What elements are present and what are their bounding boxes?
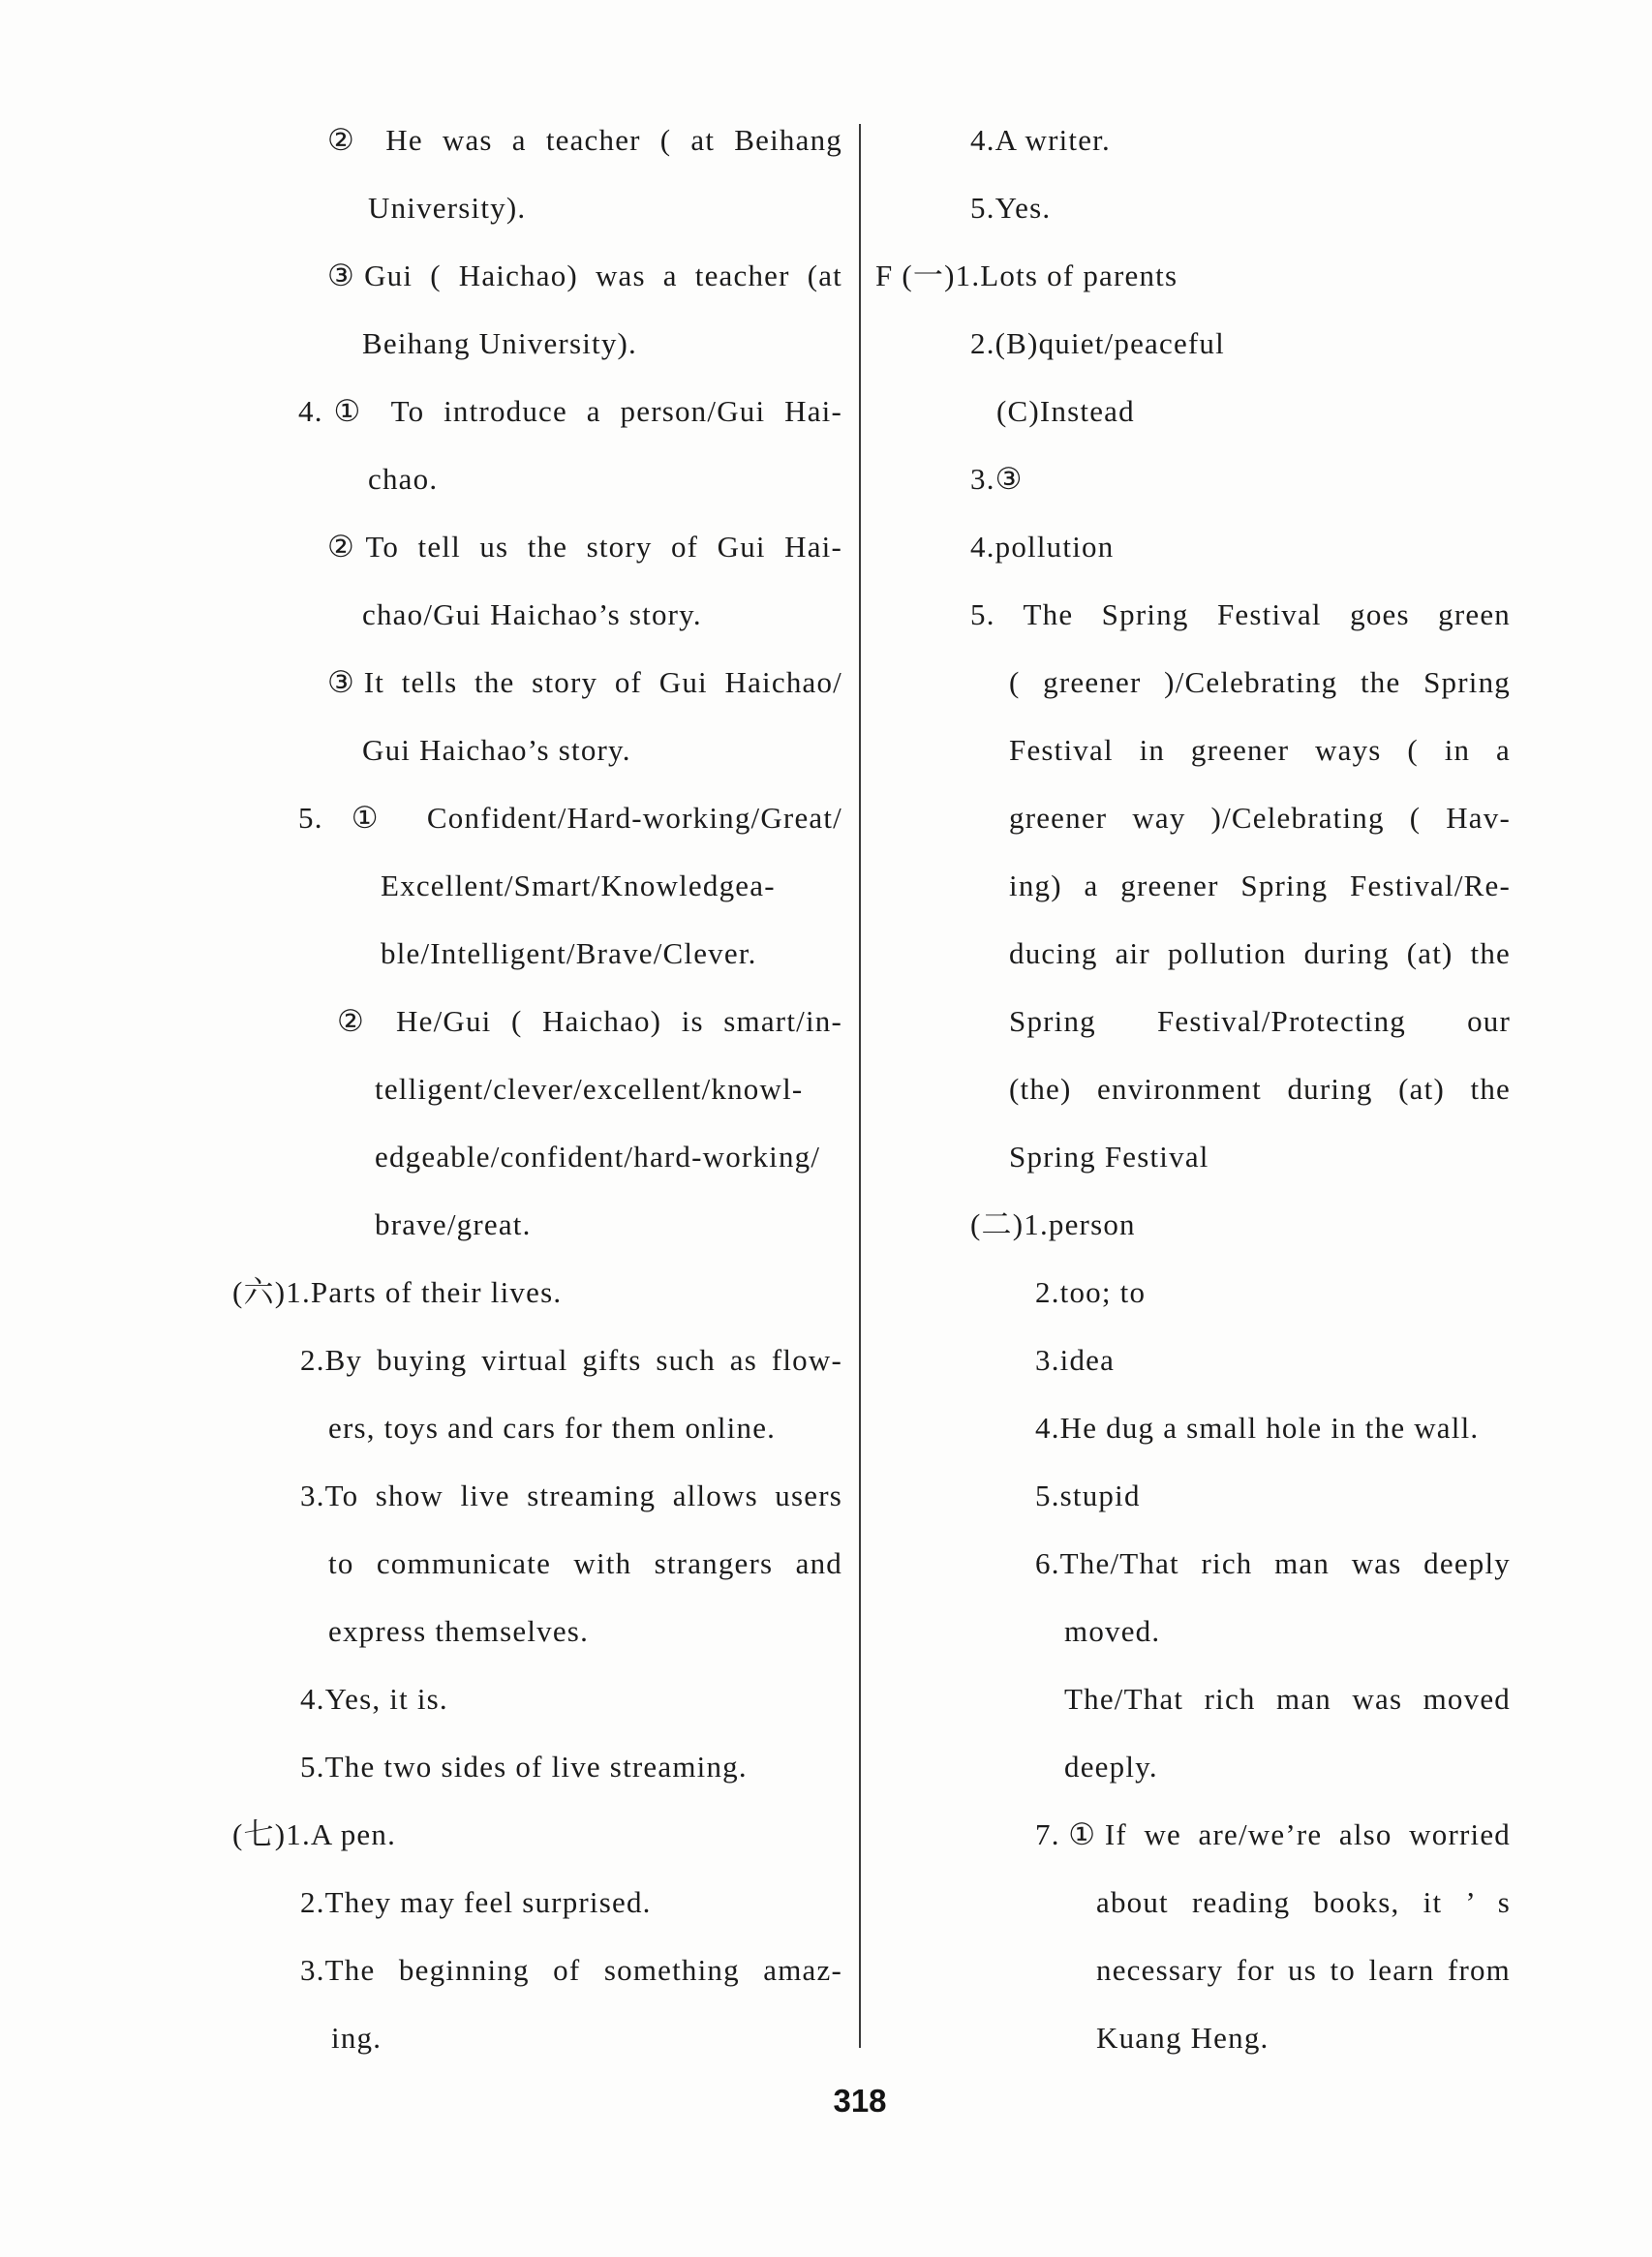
answer-line: telligent/clever/excellent/knowl- [375,1072,804,1106]
answer-line: Festival in greener ways ( in a [1009,733,1511,767]
answer-line: Spring Festival [1009,1140,1209,1174]
section-heading-line: F (一)1.Lots of parents [875,259,1178,292]
answer-line: ble/Intelligent/Brave/Clever. [381,936,757,970]
answer-line: 2.They may feel surprised. [300,1885,652,1919]
answer-line: Beihang University). [362,326,638,360]
answer-line: 5.stupid [1035,1479,1141,1512]
answer-line: ducing air pollution during (at) the [1009,936,1511,970]
answer-line: 5. ① Confident/Hard-working/Great/ [298,801,842,835]
answer-line: deeply. [1064,1750,1158,1784]
answer-line: 4.A writer. [970,123,1111,157]
answer-line: express themselves. [328,1614,590,1648]
answer-line: 5.Yes. [970,191,1052,225]
answer-line: (C)Instead [996,394,1135,428]
answer-line: Kuang Heng. [1096,2021,1270,2055]
page-number: 318 [833,2083,887,2119]
answer-line: brave/great. [375,1207,532,1241]
left-answer-column [232,107,842,2072]
answer-line: to communicate with strangers and [328,1546,842,1580]
right-answer-column [875,107,1511,2072]
answer-line: 3.idea [1035,1343,1116,1377]
answer-line: about reading books, it ’ s [1096,1885,1511,1919]
answer-line: ③Gui ( Haichao) was a teacher (at [327,259,842,292]
answer-line: ②To tell us the story of Gui Hai- [327,530,842,564]
answer-line: 4.① To introduce a person/Gui Hai- [298,394,842,428]
answer-line: ing. [331,2021,382,2055]
answer-line: 3.③ [970,462,1024,496]
answer-line: ② He/Gui ( Haichao) is smart/in- [337,1004,842,1038]
answer-line: 3.The beginning of something amaz- [300,1953,842,1987]
answer-line: necessary for us to learn from [1096,1953,1511,1987]
answer-line: greener way )/Celebrating ( Hav- [1009,801,1511,835]
answer-line: ing) a greener Spring Festival/Re- [1009,869,1511,902]
answer-line: 6.The/That rich man was deeply [1035,1546,1511,1580]
answer-line: edgeable/confident/hard-working/ [375,1140,821,1174]
answer-line: 2.(B)quiet/peaceful [970,326,1225,360]
answer-line: Gui Haichao’s story. [362,733,631,767]
answer-line: 7.①If we are/we’re also worried [1035,1817,1511,1851]
answer-line: Spring Festival/Protecting our [1009,1004,1511,1038]
answer-line: 4.pollution [970,530,1115,564]
answer-line: 2.By buying virtual gifts such as flow- [300,1343,842,1377]
answer-line: (the) environment during (at) the [1009,1072,1511,1106]
answer-line: 3.To show live streaming allows users [300,1479,842,1512]
answer-line: ② He was a teacher ( at Beihang [327,123,842,157]
answer-line: chao/Gui Haichao’s story. [362,597,702,631]
section-heading-line: (二)1.person [970,1207,1136,1241]
answer-line: ers, toys and cars for them online. [328,1411,777,1445]
answer-line: 5.The two sides of live streaming. [300,1750,748,1784]
section-heading-line: (七)1.A pen. [232,1817,397,1851]
answer-line: ( greener )/Celebrating the Spring [1009,665,1511,699]
answer-line: 2.too; to [1035,1275,1147,1309]
answer-line: University). [368,191,527,225]
answer-line: moved. [1064,1614,1161,1648]
answer-line: chao. [368,462,439,496]
answer-line: ③It tells the story of Gui Haichao/ [327,665,842,699]
column-divider [859,124,861,2048]
answer-line: 4.He dug a small hole in the wall. [1035,1411,1480,1445]
answer-line: Excellent/Smart/Knowledgea- [381,869,776,902]
answer-line: The/That rich man was moved [1064,1682,1511,1716]
answer-line: 4.Yes, it is. [300,1682,448,1716]
section-heading-line: (六)1.Parts of their lives. [232,1275,563,1309]
answer-line: 5. The Spring Festival goes green [970,597,1511,631]
